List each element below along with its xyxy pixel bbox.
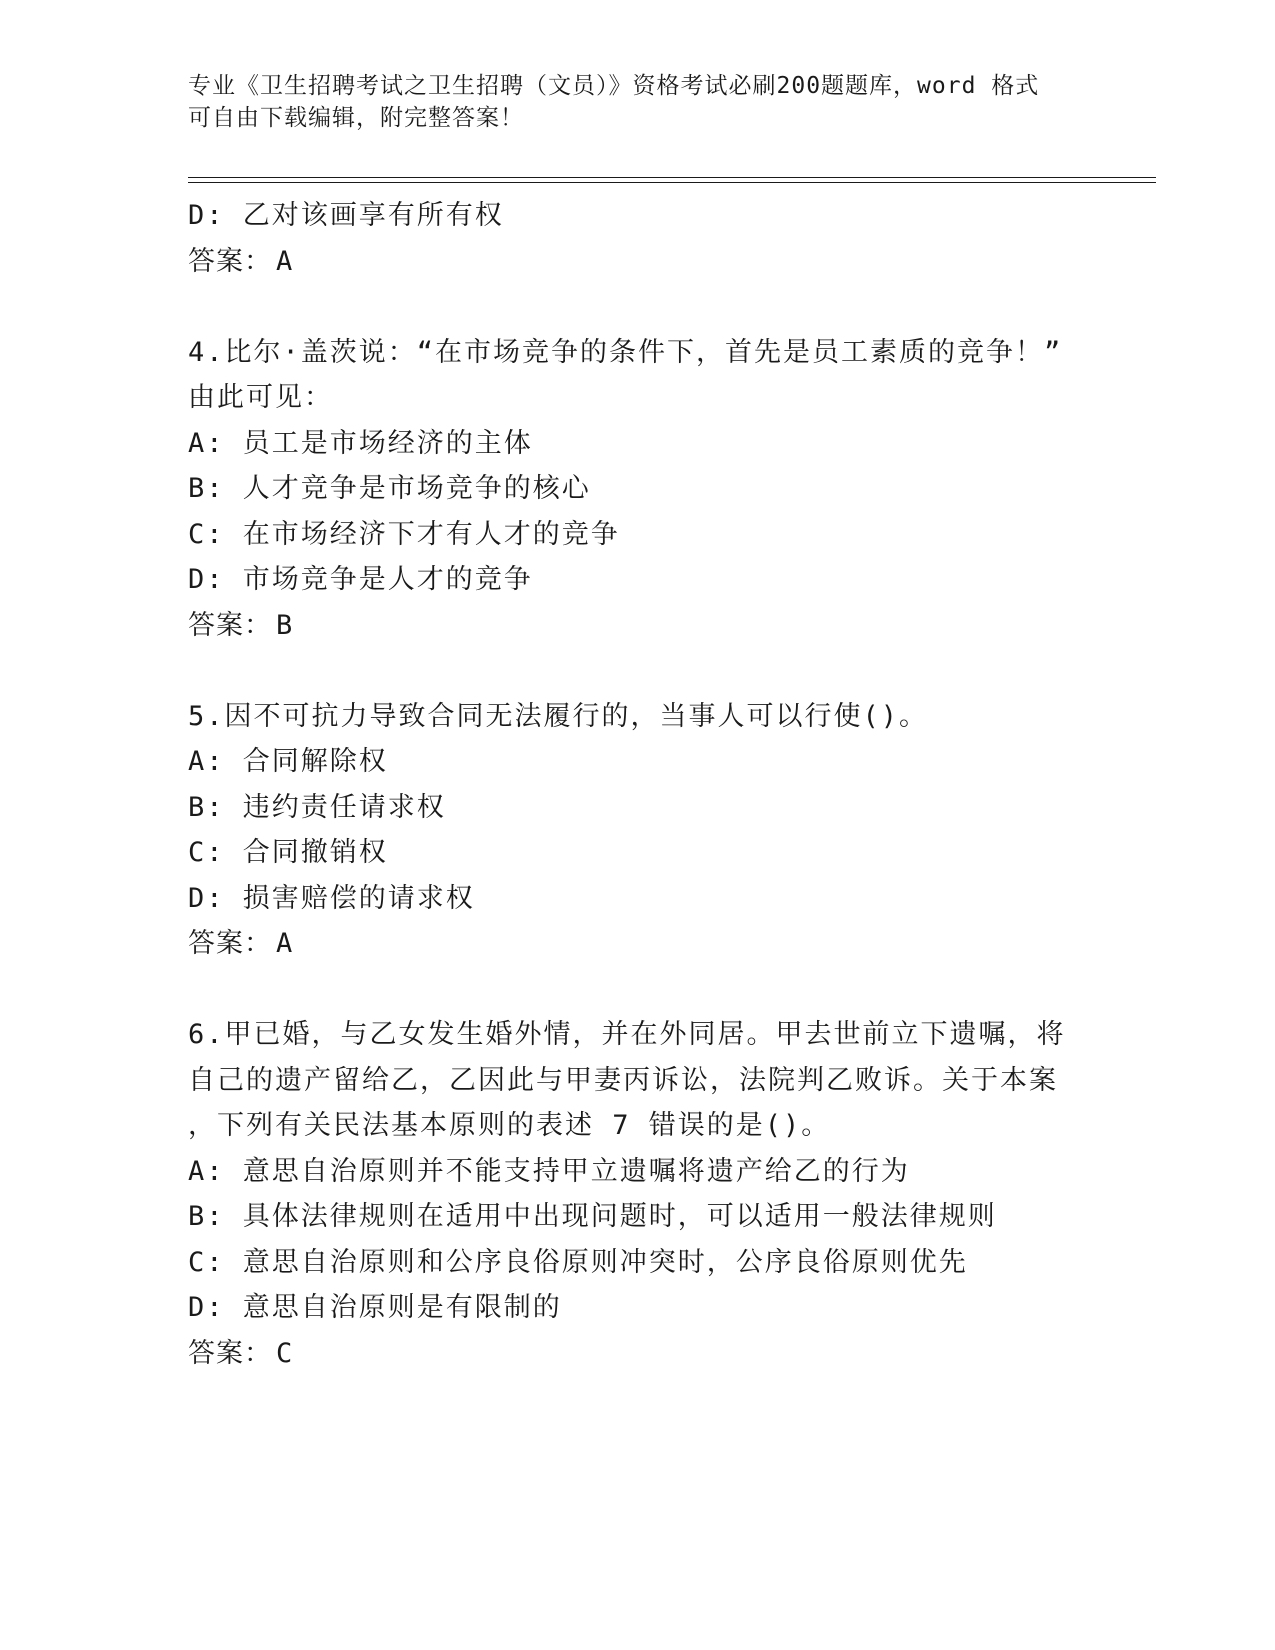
option-b: B: 人才竞争是市场竞争的核心 — [188, 473, 591, 504]
spacer — [188, 649, 1088, 694]
question-list — [188, 193, 1088, 1377]
question-text: 5.因不可抗力导致合同无法履行的，当事人可以行使()。 — [188, 700, 929, 732]
answer-line — [188, 239, 1088, 285]
header-line-2: 可自由下载编辑，附完整答案！ — [188, 105, 524, 131]
answer-line — [188, 603, 1088, 649]
header-line-1: 专业《卫生招聘考试之卫生招聘（文员）》资格考试必刷200题题库，word 格式 — [188, 73, 1040, 99]
option-b: B: 具体法律规则在适用中出现问题时，可以适用一般法律规则 — [188, 1201, 997, 1232]
option-c: C: 意思自治原则和公序良俗原则冲突时，公序良俗原则优先 — [188, 1246, 968, 1278]
option-a: A: 员工是市场经济的主体 — [188, 427, 533, 459]
option-c: C: 合同撤销权 — [188, 837, 388, 868]
answer-value: B — [276, 609, 294, 641]
question-text: 由此可见： — [188, 382, 333, 413]
header-divider-bottom — [188, 182, 1156, 183]
question-block-6 — [188, 1012, 1088, 1377]
answer-label: 答案： — [188, 1337, 272, 1369]
option-b: B: 违约责任请求权 — [188, 791, 446, 823]
answer-value: A — [276, 245, 294, 277]
option-d: D: 意思自治原则是有限制的 — [188, 1292, 562, 1323]
answer-label: 答案： — [188, 245, 272, 277]
answer-value: A — [276, 928, 294, 959]
question-text: 6.甲已婚，与乙女发生婚外情，并在外同居。甲去世前立下遗嘱，将 — [188, 1019, 1066, 1050]
question-text: ，下列有关民法基本原则的表述 7 错误的是()。 — [188, 1110, 831, 1141]
question-text: 自己的遗产留给乙，乙因此与甲妻丙诉讼，法院判乙败诉。关于本案 — [188, 1064, 1058, 1096]
option-a: A: 意思自治原则并不能支持甲立遗嘱将遗产给乙的行为 — [188, 1155, 910, 1187]
option-a: A: 合同解除权 — [188, 746, 388, 777]
answer-label: 答案： — [188, 928, 272, 959]
option-d: D: 市场竞争是人才的竞争 — [188, 564, 533, 595]
question-block-4 — [188, 330, 1088, 649]
question-block-5 — [188, 694, 1088, 968]
option-c: C: 在市场经济下才有人才的竞争 — [188, 518, 620, 550]
option-d: D: 损害赔偿的请求权 — [188, 882, 475, 914]
header-divider-top — [188, 177, 1156, 178]
answer-line — [188, 921, 1088, 967]
answer-line — [188, 1331, 1088, 1377]
answer-value: C — [276, 1337, 294, 1369]
question-text: 4.比尔·盖茨说：“在市场竞争的条件下，首先是员工素质的竞争！” — [188, 336, 1063, 368]
spacer — [188, 285, 1088, 330]
document-header — [188, 70, 1068, 134]
question-block-3 — [188, 193, 1088, 285]
answer-label: 答案： — [188, 609, 272, 641]
spacer — [188, 967, 1088, 1012]
option-d: D: 乙对该画享有所有权 — [188, 200, 504, 231]
